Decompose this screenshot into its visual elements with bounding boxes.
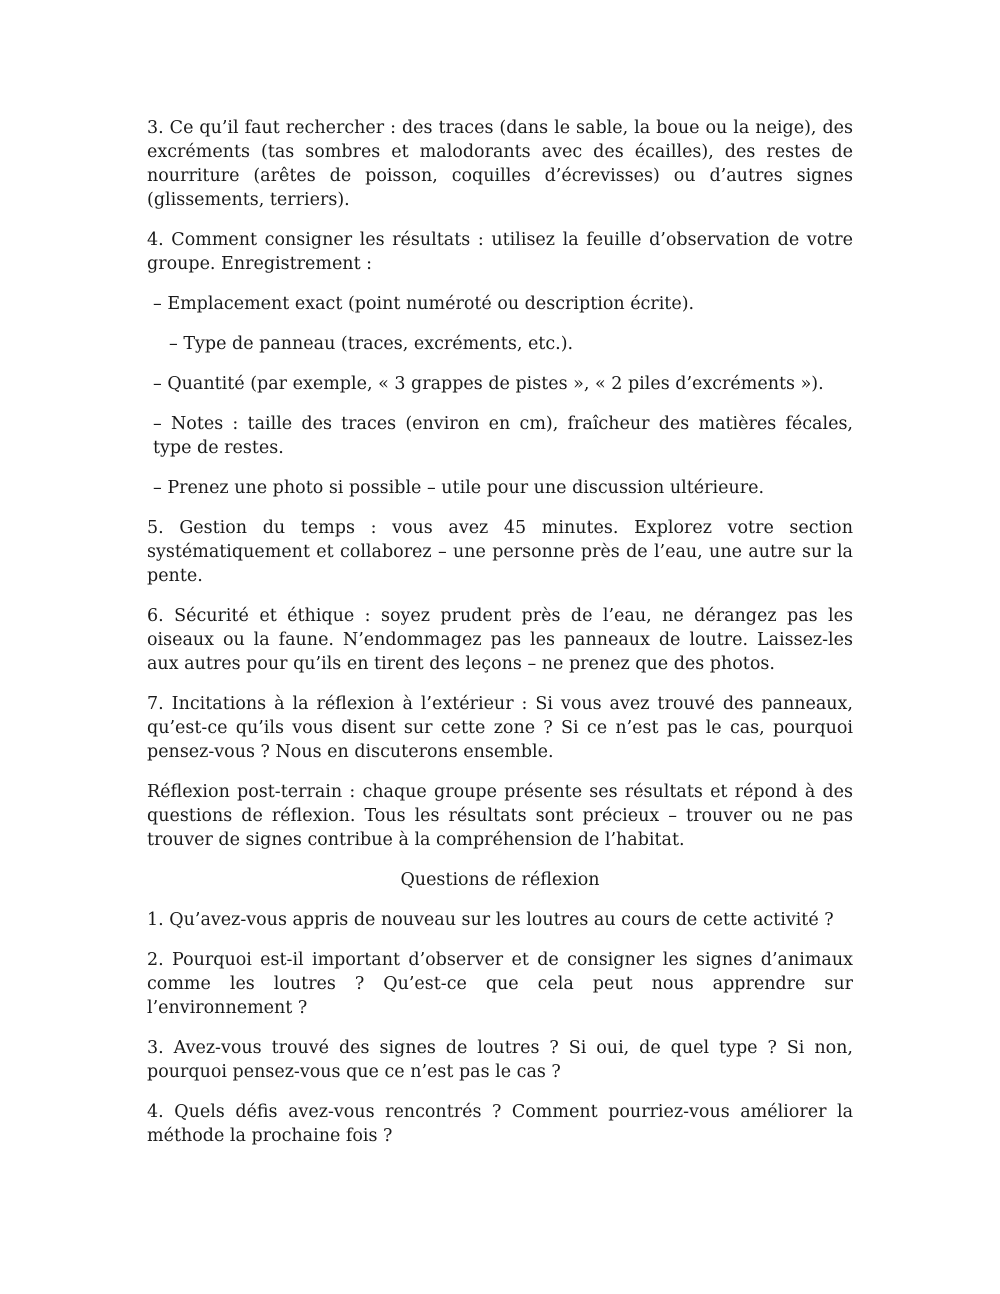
bullet-photo: – Prenez une photo si possible – utile pour une discussion ultérieure.	[153, 478, 765, 498]
item-5-time-management: 5. Gestion du temps : vous avez 45 minutes. Explorez votre section systématiquement et collaborez – une personne près de l’eau, une autre sur la pente.	[147, 518, 853, 586]
bullet-exact-location: – Emplacement exact (point numéroté ou description écrite).	[153, 294, 695, 314]
question-2: 2. Pourquoi est-il important d’observer et de consigner les signes d’animaux comme les loutres ? Qu’est-ce que cela peut nous apprendre sur l’environnement ?	[147, 950, 853, 1018]
item-3-what-to-look-for: 3. Ce qu’il faut rechercher : des traces (dans le sable, la boue ou la neige), des excréments (tas sombres et malodorants avec des écailles), des restes de nourriture (arêtes de poisson, coquilles d’écrevisses) ou d’autres signes (glissements, terriers).	[147, 118, 853, 210]
question-1: 1. Qu’avez-vous appris de nouveau sur les loutres au cours de cette activité ?	[147, 910, 834, 930]
question-3: 3. Avez-vous trouvé des signes de loutres ? Si oui, de quel type ? Si non, pourquoi pensez-vous que ce n’est pas le cas ?	[147, 1038, 853, 1082]
question-4: 4. Quels défis avez-vous rencontrés ? Comment pourriez-vous améliorer la méthode la prochaine fois ?	[147, 1102, 853, 1146]
post-field-reflection: Réflexion post-terrain : chaque groupe présente ses résultats et répond à des questions de réflexion. Tous les résultats sont précieux – trouver ou ne pas trouver de signes contribue à la compréhension de l’habitat.	[147, 782, 853, 850]
bullet-notes: – Notes : taille des traces (environ en cm), fraîcheur des matières fécales, type de restes.	[153, 414, 853, 458]
questions-heading: Questions de réflexion	[400, 870, 600, 890]
item-7-reflection-prompts: 7. Incitations à la réflexion à l’extérieur : Si vous avez trouvé des panneaux, qu’est-ce qu’ils vous disent sur cette zone ? Si ce n’est pas le cas, pourquoi pensez-vous ? Nous en discuterons ensemble.	[147, 694, 853, 762]
bullet-quantity: – Quantité (par exemple, « 3 grappes de pistes », « 2 piles d’excréments »).	[153, 374, 824, 394]
bullet-sign-type: – Type de panneau (traces, excréments, etc.).	[169, 334, 574, 354]
item-6-safety-ethics: 6. Sécurité et éthique : soyez prudent près de l’eau, ne dérangez pas les oiseaux ou la faune. N’endommagez pas les panneaux de loutre. Laissez-les aux autres pour qu’ils en tirent des leçons – ne prenez que des photos.	[147, 606, 853, 674]
item-4-recording-results: 4. Comment consigner les résultats : utilisez la feuille d’observation de votre groupe. Enregistrement :	[147, 230, 853, 274]
document-page	[147, 116, 853, 1164]
